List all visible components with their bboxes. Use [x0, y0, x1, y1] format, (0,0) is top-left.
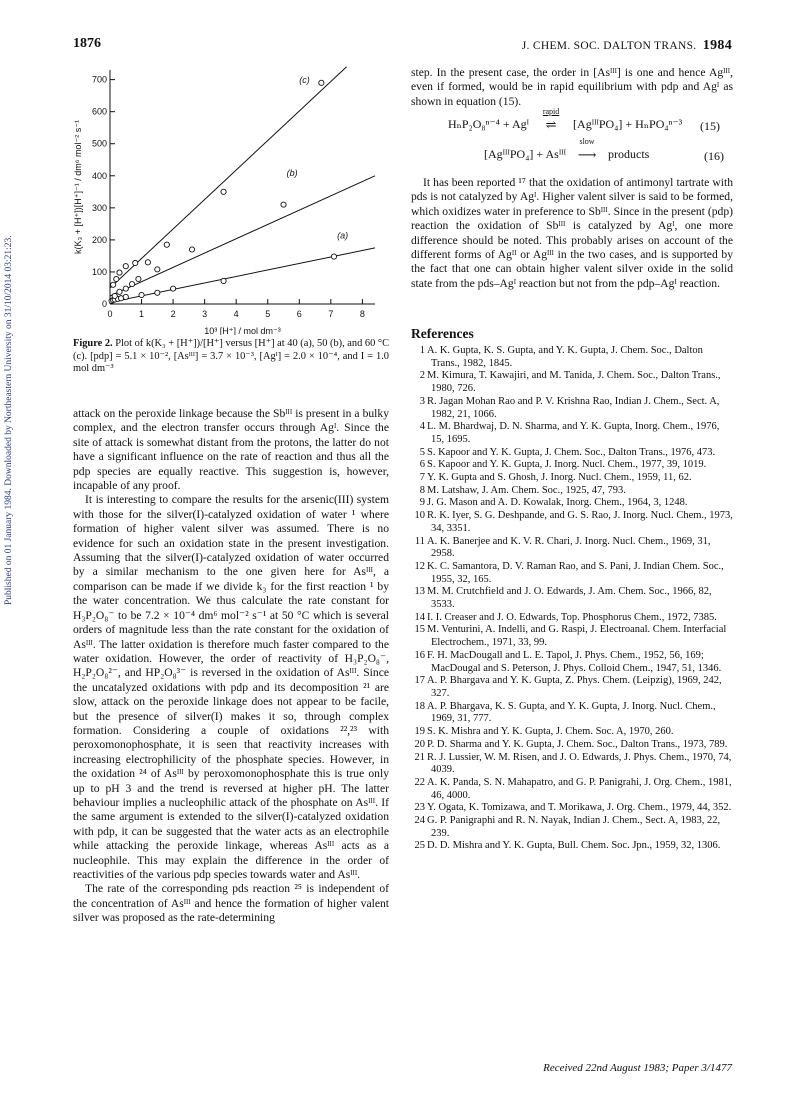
reference-text: R. Jagan Mohan Rao and P. V. Krishna Rao, Indian J. Chem., Sect. A, 1982, 21, 1066.: [427, 395, 720, 420]
reference-item: [411, 472, 733, 485]
y-tick-label: 400: [91, 170, 107, 181]
data-point: [155, 290, 160, 295]
reference-number: 19: [414, 726, 425, 738]
reference-number: 8: [419, 484, 425, 496]
eq15-left: HₙP₂O₈ⁿ⁻⁴ + Agᴵ: [448, 117, 530, 131]
reference-number: 9: [419, 497, 425, 509]
reference-item: [411, 777, 733, 802]
reference-item: [411, 447, 733, 460]
reference-number: 14: [414, 611, 425, 623]
reference-item: [411, 459, 733, 472]
series-line: [110, 176, 375, 296]
reference-text: M. M. Crutchfield and J. O. Edwards, J. Am. Chem. Soc., 1966, 82, 3533.: [427, 586, 712, 611]
eq15-right: [AgᴵᴵᴵPO₄] + HₙPO₄ⁿ⁻³: [573, 117, 683, 131]
x-tick-label: 6: [296, 309, 302, 319]
plot-layer: [73, 67, 375, 335]
x-axis-label: 10³ [H⁺] / mol dm⁻³: [204, 326, 281, 335]
data-point: [221, 189, 226, 194]
reference-item: [411, 675, 733, 700]
slow-arrow: slow ⟶: [569, 148, 605, 163]
reference-text: L. M. Bhardwaj, D. N. Sharma, and Y. K. Gupta, Inorg. Chem., 1976, 15, 1695.: [427, 421, 720, 445]
y-tick-label: 500: [91, 138, 107, 149]
reference-item: [411, 345, 733, 370]
reference-item: [411, 624, 733, 649]
reference-number: 2: [419, 370, 425, 382]
reference-text: A. P. Bhargava, K. S. Gupta, and Y. K. Gupta, J. Inorg. Nucl. Chem., 1969, 31, 777.: [427, 700, 716, 725]
reference-number: 25: [414, 840, 425, 852]
received-note: Received 22nd August 1983; Paper 3/1477: [543, 1062, 732, 1074]
x-tick-label: 2: [170, 309, 176, 319]
data-point: [189, 247, 194, 252]
reference-item: [411, 701, 733, 726]
reference-item: [411, 536, 733, 561]
reference-text: F. H. MacDougall and L. E. Tapol, J. Phys. Chem., 1952, 56, 169; MacDougal and S. Peterson, J. Phys. Colloid Chem., 1947, 51, 1346.: [427, 649, 722, 674]
references-list: [411, 345, 733, 853]
x-tick-label: 4: [233, 309, 239, 319]
right-top-paragraph: [411, 66, 733, 109]
left-paragraph-1: attack on the peroxide linkage because the Sbᴵᴵᴵ is present in a bulky complex, and the electron transfer occurs through Agᴵ. Since the site of attack is somewhat distant from the protons, the latter do not have a significant influence on the rate of reaction and thus all the pdp species are equally reactive. This suggestion is, however, incapable of any proof.: [73, 407, 389, 493]
reference-item: [411, 396, 733, 421]
reference-number: 5: [419, 446, 425, 458]
reference-number: 22: [414, 776, 425, 788]
download-watermark: Published on 01 January 1984. Downloaded by Northeastern University on 31/10/2014 03:21:23.: [4, 235, 14, 605]
y-tick-label: 600: [91, 106, 107, 117]
reference-item: [411, 497, 733, 510]
reference-text: Y. K. Gupta and S. Ghosh, J. Inorg. Nucl. Chem., 1959, 11, 62.: [427, 472, 692, 484]
series-label: (a): [337, 230, 349, 241]
journal-header: [522, 38, 732, 54]
y-axis-label: k(K₃ + [H⁺])[H⁺]⁻¹ / dm⁶ mol⁻² s⁻¹: [73, 120, 83, 254]
x-tick-label: 0: [107, 309, 113, 319]
reference-number: 15: [414, 624, 425, 636]
reference-text: R. K. Iyer, S. G. Deshpande, and G. S. Rao, J. Inorg. Nucl. Chem., 1973, 34, 3351.: [427, 510, 733, 534]
reference-text: K. C. Samantora, D. V. Raman Rao, and S. Pani, J. Indian Chem. Soc., 1955, 32, 165.: [427, 560, 724, 585]
equation-15: [448, 106, 683, 133]
reference-item: [411, 739, 733, 752]
y-tick-label: 0: [101, 299, 107, 309]
reference-text: S. Kapoor and Y. K. Gupta, J. Inorg. Nucl. Chem., 1977, 39, 1019.: [427, 459, 707, 471]
reference-text: J. G. Mason and A. D. Kowalak, Inorg. Chem., 1964, 3, 1248.: [427, 497, 688, 509]
reference-text: A. K. Gupta, K. S. Gupta, and Y. K. Gupta, J. Chem. Soc., Dalton Trans., 1982, 1845.: [427, 345, 703, 369]
x-tick-label: 1: [139, 309, 145, 319]
reference-number: 17: [414, 675, 425, 687]
data-point: [123, 286, 128, 291]
data-point: [281, 202, 286, 207]
reference-number: 7: [419, 472, 425, 484]
reference-number: 18: [414, 700, 425, 712]
equilibrium-arrow: rapid ⇌: [532, 118, 570, 133]
y-tick-label: 200: [91, 234, 107, 245]
reference-item: [411, 802, 733, 815]
reference-item: [411, 421, 733, 446]
data-point: [111, 282, 116, 287]
data-point: [117, 289, 122, 294]
data-point: [319, 80, 324, 85]
x-tick-label: 8: [359, 309, 365, 319]
eq16-right: products: [608, 147, 650, 161]
y-tick-label: 700: [91, 74, 107, 85]
right-paragraph-2: It has been reported ¹⁷ that the oxidation of antimonyl tartrate with pds is not catalyzed by Agᴵ. Higher valent silver is said to be formed, which oxidizes water in preference to Sbᴵᴵᴵ. Since in the present (pdp) reaction the oxidation of Sbᴵᴵᴵ is catalyzed by Agᴵ, one more difference should be noted. This probably arises on account of the different forms of Agᴵᴵ or Agᴵᴵᴵ in the two cases, and is supported by the fact that one can obtain higher valent silver oxide in the solid state from the pds–Agᴵ reaction but not from the pdp–Agᴵ reaction.: [411, 176, 733, 290]
y-tick-label: 300: [91, 202, 107, 213]
left-column: [73, 407, 389, 926]
reference-item: [411, 752, 733, 777]
reference-number: 11: [414, 535, 425, 547]
reference-item: [411, 561, 733, 586]
series-label: (c): [299, 74, 310, 85]
reference-text: P. D. Sharma and Y. K. Gupta, J. Chem. Soc., Dalton Trans., 1973, 789.: [427, 738, 728, 750]
x-tick-label: 5: [265, 309, 271, 319]
journal-year: 1984: [702, 38, 732, 53]
caption-label: Figure 2.: [73, 338, 113, 349]
reference-text: Y. Ogata, K. Tomizawa, and T. Morikawa, J. Org. Chem., 1979, 44, 352.: [427, 802, 732, 814]
data-point: [331, 254, 336, 259]
reference-item: [411, 612, 733, 625]
reference-number: 23: [414, 802, 425, 814]
eq15-number: (15): [700, 119, 720, 133]
y-tick-label: 100: [91, 266, 107, 277]
left-paragraph-2: It is interesting to compare the results for the arsenic(III) system with those for the silver(I)-catalyzed oxidation of water ¹ where formation of higher valent silver was assumed. There is no evidence for such an oxidation state in the present investigation. Assuming that the silver(I)-catalyzed oxidation of water occurred by a similar mechanism to the one given here for Asᴵᴵᴵ, a comparison can be made if we divide k₃ for the first reaction ¹ by the water concentration. We thus calculate the rate constant for H₃P₂O₈⁻ to be 7.2 × 10⁻⁴ dm⁶ mol⁻² s⁻¹ at 50 °C which is several orders of magnitude less than the rate constant for the oxidation of Asᴵᴵᴵ. The latter oxidation is therefore much faster compared to the water oxidation. However, the order of reactivity of H₃P₂O₈⁻, H₂P₂O₈²⁻, and HP₂O₈³⁻ is reversed in the oxidation of Asᴵᴵᴵ. Since the uncatalyzed oxidations with pdp and its decomposition ²¹ are slow, attack on the peroxide linkage does not appear to be facile, but the presence of silver(I) makes it so, through complex formation. Considering a couple of oxidations ²²,²³ with peroxomonophosphate, it is seen that reactivity increases with increasing electrophilicity of the phosphate species. However, in the oxidation ²⁴ of Asᴵᴵᴵ by peroxomonophosphate this is true only up to pH 3 and the trend is reversed at higher pH. The latter behaviour implies a nucleophilic attack of the phosphate on Asᴵᴵᴵ. If the same argument is extended to the silver(I)-catalyzed oxidation with pdp, it can be suggested that the water acts as an electrophile while attacking the peroxide linkage, whereas Asᴵᴵᴵ acts as a nucleophile. This may explain the difference in the order of reactivities of the various pdp species towards water and Asᴵᴵᴵ.: [73, 493, 389, 881]
eq15-arrow-label: rapid: [542, 106, 560, 116]
x-tick-label: 3: [202, 309, 208, 319]
eq16-number: (16): [704, 149, 724, 163]
right-paragraph-1: step. In the present case, the order in [Asᴵᴵᴵ] is one and hence Agᴵᴵᴵ, even if formed, would be in rapid equilibrium with pdp and Agᴵ as shown in equation (15).: [411, 66, 733, 108]
page-number: 1876: [73, 36, 101, 51]
series-label: (b): [286, 167, 298, 178]
reference-item: [411, 370, 733, 395]
reference-text: S. Kapoor and Y. K. Gupta, J. Chem. Soc., Dalton Trans., 1976, 473.: [427, 446, 716, 458]
reference-text: M. Kimura, T. Kawajiri, and M. Tanida, J. Chem. Soc., Dalton Trans., 1980, 726.: [427, 370, 721, 395]
reference-text: M. Venturini, A. Indelli, and G. Raspi, J. Electroanal. Chem. Interfacial Electrochem., 1971, 33, 99.: [427, 624, 727, 649]
data-point: [129, 282, 134, 287]
reference-item: [411, 840, 733, 853]
reference-number: 3: [419, 395, 425, 407]
reference-text: A. P. Bhargava and Y. K. Gupta, Z. Phys. Chem. (Leipzig), 1969, 242, 327.: [427, 675, 722, 699]
data-point: [123, 264, 128, 269]
data-point: [170, 286, 175, 291]
reference-number: 6: [419, 459, 425, 471]
x-tick-label: 7: [328, 309, 334, 319]
data-point: [112, 293, 117, 298]
reference-number: 16: [414, 649, 425, 661]
reference-number: 1: [419, 345, 425, 356]
reference-item: [411, 650, 733, 675]
reference-number: 20: [414, 738, 425, 750]
reference-text: D. D. Mishra and Y. K. Gupta, Bull. Chem. Soc. Jpn., 1959, 32, 1306.: [427, 840, 721, 852]
reference-text: M. Latshaw, J. Am. Chem. Soc., 1925, 47, 793.: [427, 484, 626, 496]
series-line: [110, 67, 347, 288]
left-paragraph-3: The rate of the corresponding pds reaction ²⁵ is independent of the concentration of Asᴵᴵᴵ and hence the formation of higher valent silver was proposed as the rate-determining: [73, 882, 389, 925]
data-point: [139, 292, 144, 297]
reference-text: A. K. Banerjee and K. V. R. Chari, J. Inorg. Nucl. Chem., 1969, 31, 2958.: [427, 535, 711, 560]
reference-number: 24: [414, 815, 425, 827]
data-point: [133, 260, 138, 265]
reference-item: [411, 586, 733, 611]
data-point: [221, 278, 226, 283]
right-body-paragraph: [411, 176, 733, 291]
data-point: [117, 270, 122, 275]
reference-text: S. K. Mishra and Y. K. Gupta, J. Chem. Soc. A, 1970, 260.: [427, 726, 674, 738]
reference-item: [411, 510, 733, 535]
reference-text: I. I. Creaser and J. O. Edwards, Top. Phosphorus Chem., 1972, 7385.: [427, 611, 717, 623]
journal-name: J. CHEM. SOC. DALTON TRANS.: [521, 40, 697, 52]
reference-text: R. J. Lussier, W. M. Risen, and J. O. Edwards, J. Phys. Chem., 1970, 74, 4039.: [427, 751, 732, 776]
figure-2-chart: [73, 60, 393, 335]
reference-item: [411, 815, 733, 840]
reference-number: 12: [414, 560, 425, 572]
caption-text: Plot of k(K₃ + [H⁺])/[H⁺] versus [H⁺] at 40 (a), 50 (b), and 60 °C (c). [pdp] = 5.1 × 10⁻², [Asᴵᴵᴵ] = 3.7 × 10⁻³, [Agᴵ] = 2.0 × 10⁻⁴, and I = 1.0 mol dm⁻³: [73, 338, 389, 375]
equation-16: [484, 136, 650, 163]
eq16-left: [AgᴵᴵᴵPO₄] + Asᴵᴵᴵ: [484, 147, 567, 161]
data-point: [123, 294, 128, 299]
reference-text: G. P. Panigraphi and R. N. Nayak, Indian J. Chem., Sect. A, 1983, 22, 239.: [427, 815, 721, 839]
data-point: [114, 276, 119, 281]
reference-item: [411, 485, 733, 498]
reference-item: [411, 726, 733, 739]
figure-caption: [73, 338, 389, 376]
data-point: [155, 267, 160, 272]
reference-number: 10: [414, 510, 425, 522]
data-point: [136, 276, 141, 281]
reference-number: 21: [414, 751, 425, 763]
reference-text: A. K. Panda, S. N. Mahapatro, and G. P. Panigrahi, J. Org. Chem., 1981, 46, 4000.: [427, 776, 732, 801]
reference-number: 4: [419, 421, 425, 433]
data-point: [164, 242, 169, 247]
eq16-arrow-label: slow: [579, 136, 595, 146]
references-heading: References: [411, 326, 474, 341]
reference-number: 13: [414, 586, 425, 598]
data-point: [145, 260, 150, 265]
